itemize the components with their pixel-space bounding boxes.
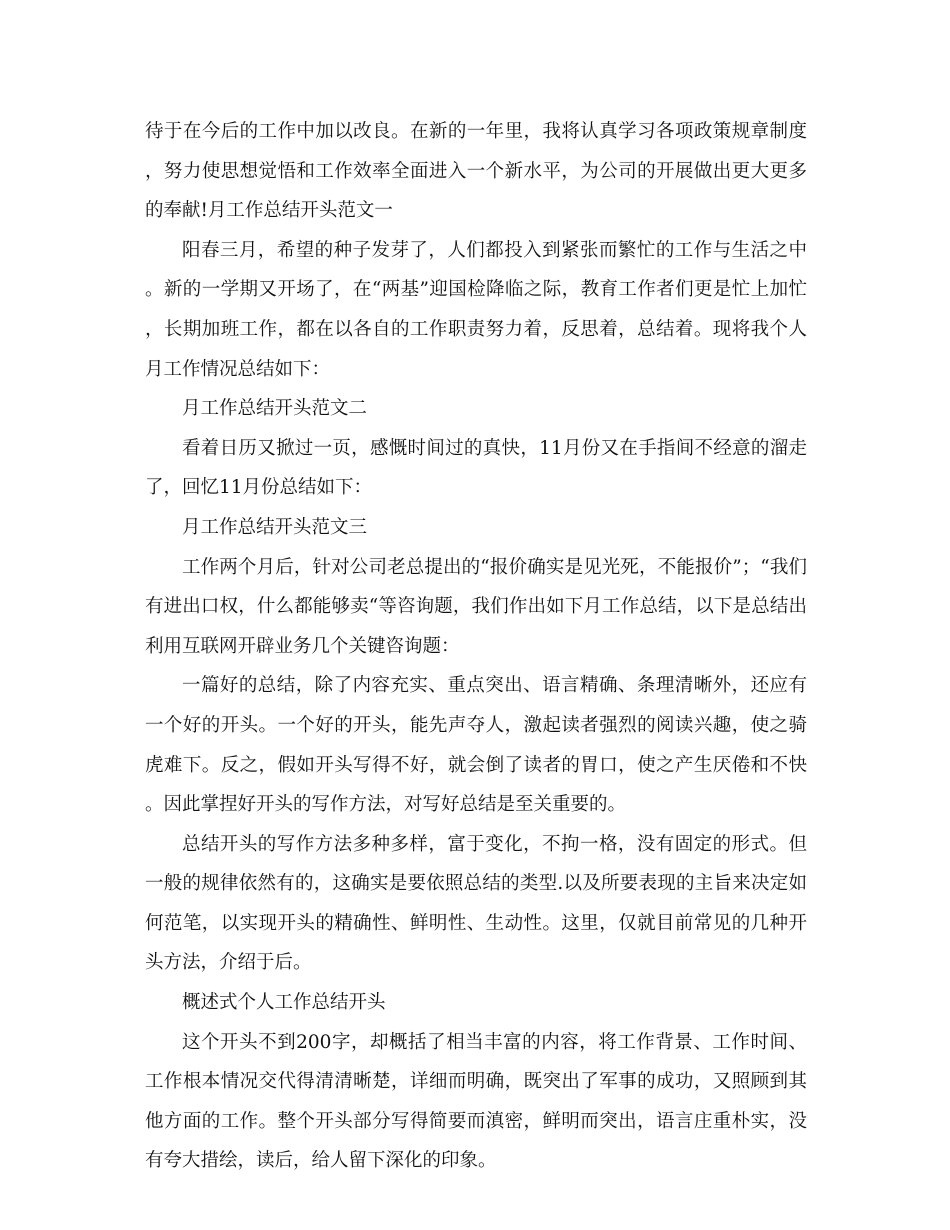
- paragraph-2: 阳春三月，希望的种子发芽了，人们都投入到紧张而繁忙的工作与生活之中。新的一学期又开场了，在“两基”迎国检降临之际，教育工作者们更是忙上加忙，长期加班工作，都在以各自的工作职责努力着，反思着，总结着。现将我个人月工作情况总结如下：: [145, 239, 807, 380]
- paragraph-7: 这个开头不到200字，却概括了相当丰富的内容，将工作背景、工作时间、工作根本情况交代得清清晰楚，详细而明确，既突出了军事的成功，又照顾到其他方面的工作。整个开头部分写得简要而滇密，鲜明而突出，语言庄重朴实，没有夸大措绘，读后，给人留下深化的印象。: [145, 1031, 807, 1172]
- paragraph-5: 一篇好的总结，除了内容充实、重点突出、语言精确、条理清晰外，还应有一个好的开头。一个好的开头，能先声夺人，激起读者强烈的阅读兴趣，使之骑虎难下。反之，假如开头写得不好，就会倒了读者的胃口，使之产生厌倦和不快。因此掌捏好开头的写作方法，对写好总结是至关重要的。: [145, 675, 807, 816]
- paragraph-4: 工作两个月后，针对公司老总提出的“报价确实是见光死，不能报价”；“我们有进出口权，什么都能够卖“等咨询题，我们作出如下月工作总结，以下是总结出利用互联网开辟业务几个关键咨询题：: [145, 556, 807, 657]
- section-heading-3: 月工作总结开头范文三: [182, 516, 368, 538]
- paragraph-1: 待于在今后的工作中加以改良。在新的一年里，我将认真学习各项政策规章制度，努力使思想觉悟和工作效率全面进入一个新水平，为公司的开展做出更大更多的奉献!月工作总结开头范文一: [145, 121, 807, 222]
- section-heading-overview: 概述式个人工作总结开头: [182, 992, 386, 1014]
- paragraph-6: 总结开头的写作方法多种多样，富于变化，不拘一格，没有固定的形式。但一般的规律依然有的，这确实是要依照总结的类型.以及所要表现的主旨来决定如何范笔，以实现开头的精确性、鲜明性、生动性。这里，仅就目前常见的几种开头方法，介绍于后。: [145, 833, 807, 974]
- document-body: [145, 112, 807, 1181]
- section-heading-2: 月工作总结开头范文二: [182, 398, 368, 420]
- paragraph-3: 看着日历又掀过一页，感慨时间过的真快，11月份又在手指间不经意的溜走了，回忆11月份总结如下：: [145, 437, 807, 499]
